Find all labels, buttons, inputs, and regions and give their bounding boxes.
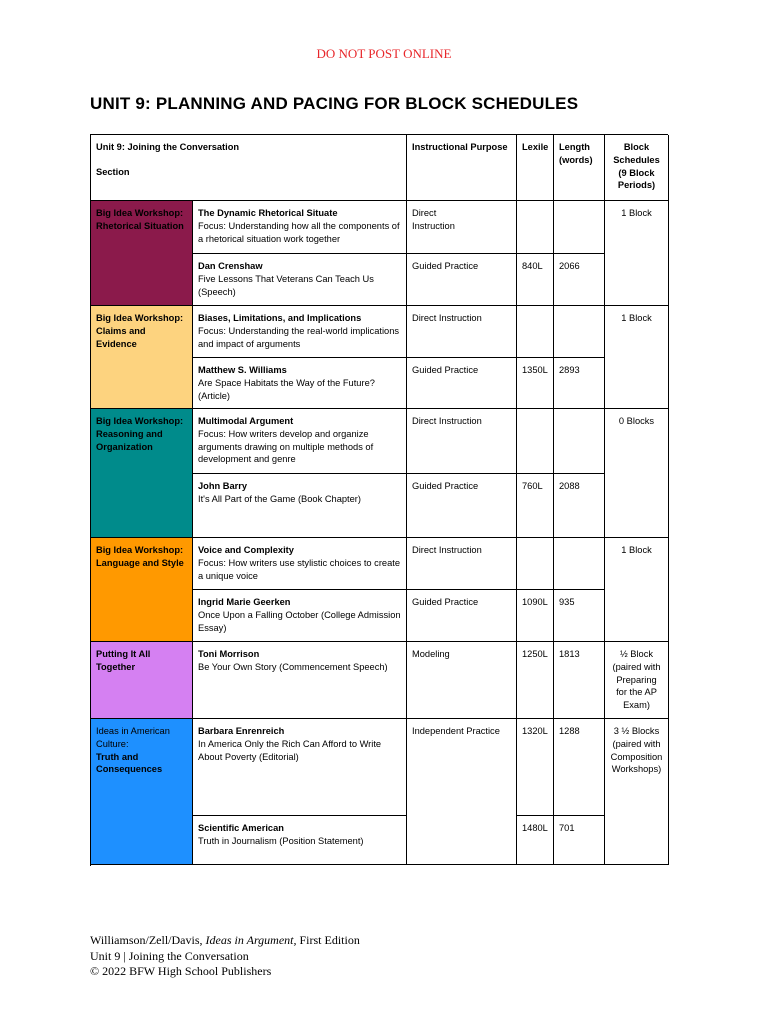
reading-desc: Truth in Journalism (Position Statement) — [198, 835, 364, 846]
block-together: ½ Block (paired with Preparing for the AP Exam) — [605, 642, 669, 719]
block-culture: 3 ½ Blocks (paired with Composition Workshops) — [605, 719, 669, 865]
block-rhetorical: 1 Block — [605, 201, 669, 306]
reading-desc: Focus: How writers use stylistic choices to create a unique voice — [198, 557, 401, 581]
reading-desc: Focus: How writers develop and organize arguments drawing on multiple methods of development and genre — [198, 428, 374, 465]
reading-desc: Are Space Habitats the Way of the Future? (Article) — [198, 377, 375, 401]
reading-title: Matthew S. Williams — [198, 365, 287, 375]
table-row-title-cell — [193, 306, 407, 358]
header-unit: Unit 9: Joining the Conversation — [96, 142, 240, 152]
table-row-title-cell — [193, 358, 407, 409]
lexile-cell: 1090L — [517, 590, 554, 642]
purpose-cell: Guided Practice — [407, 590, 517, 642]
reading-title: Biases, Limitations, and Implications — [198, 313, 362, 323]
page-footer — [90, 933, 360, 980]
purpose-text: Direct Instruction — [412, 208, 455, 231]
lexile-cell: 840L — [517, 254, 554, 306]
footer-authors: Williamson/Zell/Davis, — [90, 933, 203, 947]
purpose-cell: Independent Practice — [407, 719, 517, 865]
reading-desc: Focus: Understanding how all the components of a rhetorical situation work together — [198, 220, 400, 244]
page-title: UNIT 9: PLANNING AND PACING FOR BLOCK SCHEDULES — [90, 94, 579, 113]
length-cell: 2893 — [554, 358, 605, 409]
lexile-cell: 760L — [517, 474, 554, 538]
length-cell: 1288 — [554, 719, 605, 816]
reading-title: The Dynamic Rhetorical Situate — [198, 208, 338, 218]
reading-title: John Barry — [198, 481, 248, 491]
lexile-cell: 1480L — [517, 816, 554, 865]
section-truth-consequences: Truth and Consequences — [96, 751, 163, 775]
reading-desc: Focus: Understanding the real-world implications and impact of arguments — [198, 325, 400, 349]
pacing-table — [90, 134, 668, 866]
section-american-culture — [91, 719, 193, 865]
lexile-cell: 1320L — [517, 719, 554, 816]
block-claims: 1 Block — [605, 306, 669, 409]
table-row-title-cell — [193, 409, 407, 474]
reading-desc: In America Only the Rich Can Afford to Write About Poverty (Editorial) — [198, 738, 382, 762]
table-row-title-cell — [193, 590, 407, 642]
footer-copyright: © 2022 BFW High School Publishers — [90, 964, 272, 978]
purpose-cell: Guided Practice — [407, 358, 517, 409]
section-language-style: Big Idea Workshop: Language and Style — [91, 538, 193, 642]
header-block: Block Schedules (9 Block Periods) — [605, 135, 669, 201]
header-unit-section — [91, 135, 407, 201]
purpose-cell: Direct Instruction — [407, 306, 517, 358]
lexile-cell: 1350L — [517, 358, 554, 409]
footer-unit: Unit 9 | Joining the Conversation — [90, 948, 249, 963]
table-row-title-cell — [193, 642, 407, 719]
length-cell — [554, 306, 605, 358]
reading-title: Voice and Complexity — [198, 545, 294, 555]
reading-title: Dan Crenshaw — [198, 261, 263, 271]
lexile-cell — [517, 306, 554, 358]
table-row-title-cell — [193, 538, 407, 590]
purpose-cell: Guided Practice — [407, 474, 517, 538]
lexile-cell — [517, 409, 554, 474]
table-row-title-cell — [193, 719, 407, 816]
length-cell: 2066 — [554, 254, 605, 306]
purpose-cell — [407, 201, 517, 254]
reading-title: Barbara Enrenreich — [198, 726, 285, 736]
lexile-cell — [517, 201, 554, 254]
length-cell: 701 — [554, 816, 605, 865]
purpose-cell: Modeling — [407, 642, 517, 719]
table-row-title-cell — [193, 254, 407, 306]
header-length: Length (words) — [554, 135, 605, 201]
reading-title: Toni Morrison — [198, 649, 260, 659]
lexile-cell — [517, 538, 554, 590]
section-reasoning-organization: Big Idea Workshop: Reasoning and Organization — [91, 409, 193, 538]
table-row-title-cell — [193, 816, 407, 865]
table-row-title-cell — [193, 201, 407, 254]
header-lexile: Lexile — [517, 135, 554, 201]
purpose-cell: Direct Instruction — [407, 538, 517, 590]
reading-title: Ingrid Marie Geerken — [198, 597, 291, 607]
length-cell — [554, 538, 605, 590]
length-cell: 2088 — [554, 474, 605, 538]
table-row-title-cell — [193, 474, 407, 538]
section-putting-together: Putting It All Together — [91, 642, 193, 719]
footer-edition: First Edition — [299, 933, 360, 947]
section-american-culture-label: Ideas in American Culture: — [96, 726, 170, 749]
length-cell: 1813 — [554, 642, 605, 719]
footer-book-title: Ideas in Argument, — [205, 933, 297, 947]
lexile-cell: 1250L — [517, 642, 554, 719]
block-language: 1 Block — [605, 538, 669, 642]
length-cell: 935 — [554, 590, 605, 642]
reading-desc: It's All Part of the Game (Book Chapter) — [198, 493, 361, 504]
section-claims-evidence: Big Idea Workshop: Claims and Evidence — [91, 306, 193, 409]
reading-desc: Five Lessons That Veterans Can Teach Us (Speech) — [198, 273, 374, 297]
footer-citation — [90, 933, 360, 949]
length-cell — [554, 409, 605, 474]
section-rhetorical-situation: Big Idea Workshop: Rhetorical Situation — [91, 201, 193, 306]
length-cell — [554, 201, 605, 254]
reading-desc: Be Your Own Story (Commencement Speech) — [198, 661, 388, 672]
block-reasoning: 0 Blocks — [605, 409, 669, 538]
purpose-cell: Direct Instruction — [407, 409, 517, 474]
purpose-cell: Guided Practice — [407, 254, 517, 306]
reading-title: Multimodal Argument — [198, 416, 294, 426]
header-purpose: Instructional Purpose — [407, 135, 517, 201]
reading-desc: Once Upon a Falling October (College Admission Essay) — [198, 609, 401, 633]
header-section: Section — [96, 166, 130, 177]
reading-title: Scientific American — [198, 823, 284, 833]
do-not-post-notice: DO NOT POST ONLINE — [316, 46, 452, 61]
